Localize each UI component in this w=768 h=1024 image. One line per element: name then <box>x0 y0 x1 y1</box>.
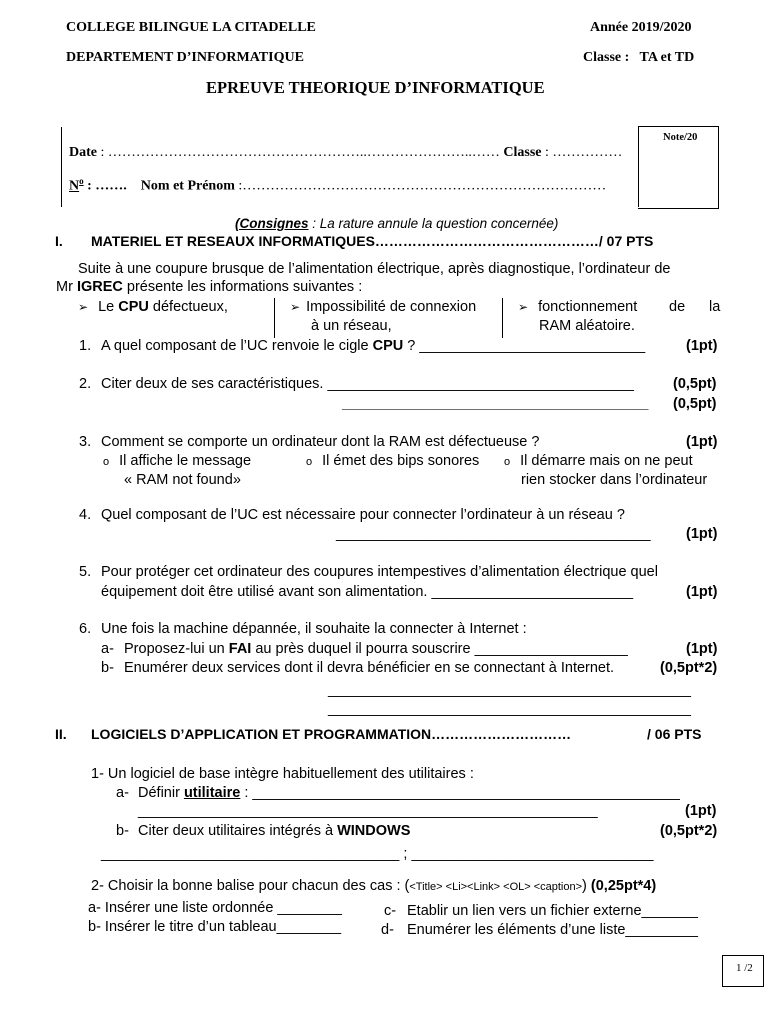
q6a-points: (1pt) <box>686 641 718 657</box>
q1-text[interactable] <box>101 338 645 355</box>
info-item-network-line2: à un réseau, <box>311 318 392 334</box>
q3-option-2[interactable]: o Il émet des bips sonores <box>306 453 479 470</box>
info3-c: la <box>709 299 721 315</box>
s2-q2-pre: 2- Choisir la bonne balise pour chacun des cas : ( <box>91 878 410 894</box>
q6-text: Une fois la machine dépannée, il souhaite la connecter à Internet : <box>101 621 527 637</box>
info-item-cpu <box>78 299 228 316</box>
info-divider-2 <box>502 298 503 338</box>
q5-text-line1: Pour protéger cet ordinateur des coupures intempestives d’alimentation électrique quel <box>101 564 658 580</box>
q3-number: 3. <box>79 434 92 450</box>
date-field[interactable] <box>69 145 622 161</box>
note-label: Note/20 <box>663 132 698 143</box>
consignes-text: : La rature annule la question concernée) <box>308 216 559 231</box>
consignes-label: (Consignes <box>235 216 309 231</box>
q4-number: 4. <box>79 507 92 523</box>
q6a-pre: Proposez-lui un <box>124 641 229 657</box>
s2-q1a-points: (1pt) <box>685 803 717 819</box>
s2-q1b-points: (0,5pt*2) <box>660 823 718 839</box>
info-box-left-border <box>61 127 62 207</box>
section2-points: / 06 PTS <box>647 726 702 742</box>
q6b-points: (0,5pt*2) <box>660 660 718 676</box>
q6b-answer-line1[interactable]: _____________________________________________ <box>328 682 691 698</box>
s2-q1b-bold: WINDOWS <box>337 823 411 839</box>
q2-answer-line2[interactable]: ______________________________________ <box>342 396 649 412</box>
q6a-label: a- <box>101 641 114 657</box>
s2-q1a-pre: Définir <box>138 785 184 801</box>
q1-bold: CPU <box>372 338 404 354</box>
q5-points: (1pt) <box>686 584 718 600</box>
s2-q1b-text <box>138 823 410 840</box>
s2-q1a-text[interactable] <box>138 785 680 802</box>
q3-option-3-line2: rien stocker dans l’ordinateur <box>521 472 708 488</box>
q6b-label: b- <box>101 660 114 676</box>
info1-bold: CPU <box>118 299 149 315</box>
s2-q1b-pre: Citer deux utilitaires intégrés à <box>138 823 338 839</box>
q3-points: (1pt) <box>686 434 718 450</box>
q6a-post: au près duquel il pourra souscrire ___________________ <box>251 641 628 657</box>
info3-b: de <box>669 299 686 315</box>
section2-title: LOGICIELS D’APPLICATION ET PROGRAMMATION………………………… <box>91 726 572 742</box>
section1-intro-line1: Suite à une coupure brusque de l’alimentation électrique, après diagnostique, l’ordinateur de <box>78 261 671 277</box>
name-label: Nom et Prénom <box>140 178 235 194</box>
num-colon: : ……. <box>83 178 131 194</box>
s2-q2-text <box>91 878 656 895</box>
s2-q2-close: ) <box>582 878 591 894</box>
class-label <box>583 50 694 66</box>
q4-points: (1pt) <box>686 526 718 542</box>
s2-q1-text: 1- Un logiciel de base intègre habituellement des utilitaires : <box>91 766 474 782</box>
intro-name: IGREC <box>76 279 123 295</box>
q2-number: 2. <box>79 376 92 392</box>
s2-q1b-label: b- <box>116 823 129 839</box>
num-sup: o <box>79 176 84 186</box>
q5-number: 5. <box>79 564 92 580</box>
s2-q1a-bold: utilitaire <box>183 785 241 801</box>
s2-q2c[interactable]: Etablir un lien vers un fichier externe_______ <box>407 903 698 919</box>
s2-q2-points: (0,25pt*4) <box>590 878 657 894</box>
s2-q2a[interactable]: a- Insérer une liste ordonnée ________ <box>88 900 342 916</box>
intro-mr: Mr <box>56 279 77 295</box>
s2-q2d[interactable]: Enumérer les éléments d’une liste_________ <box>407 922 698 938</box>
section1-number: I. <box>55 233 63 249</box>
info-divider-1 <box>274 298 275 338</box>
exam-title: EPREUVE THEORIQUE D’INFORMATIQUE <box>206 78 545 97</box>
info1-post: défectueux, <box>148 299 228 315</box>
consignes <box>235 216 558 232</box>
num-label: N <box>69 178 80 194</box>
s2-q2c-label: c- <box>384 903 397 919</box>
s2-q2d-label: d- <box>381 922 394 938</box>
intro-rest: présente les informations suivantes : <box>122 279 363 295</box>
q3-text: Comment se comporte un ordinateur dont la RAM est défectueuse ? <box>101 434 540 450</box>
school-year: Année 2019/2020 <box>590 20 692 35</box>
q1-post: ? ____________________________ <box>403 338 646 354</box>
name-field[interactable] <box>69 176 606 195</box>
department-name: DEPARTEMENT D’INFORMATIQUE <box>66 50 304 65</box>
classe-label: Classe <box>503 145 542 160</box>
q4-text: Quel composant de l’UC est nécessaire pour connecter l’ordinateur à un réseau ? <box>101 507 625 523</box>
page-number: 1 /2 <box>736 962 753 974</box>
q1-number: 1. <box>79 338 92 354</box>
q3-option-3[interactable]: o Il démarre mais on ne peut <box>504 453 693 470</box>
q6b-answer-line2[interactable]: _____________________________________________ <box>328 701 691 717</box>
s2-q1a-post: : _____________________________________________________ <box>240 785 680 801</box>
q6b-text: Enumérer deux services dont il devra bénéficier en se connectant à Internet. <box>124 660 615 676</box>
s2-q1a-line2[interactable]: _________________________________________________________ <box>138 803 598 819</box>
q4-answer-line[interactable]: _______________________________________ <box>336 526 651 542</box>
date-label: Date <box>69 145 97 160</box>
name-dots: :…………………………………………………………………… <box>234 178 607 194</box>
s2-q2-tags: <Title> <Li><Link> <OL> <caption> <box>409 881 583 893</box>
class-label-text: Classe : <box>583 50 630 65</box>
q2-text[interactable]: Citer deux de ses caractéristiques. ______________________________________ <box>101 376 634 392</box>
q6a-bold: FAI <box>228 641 252 657</box>
q1-pre: A quel composant de l’UC renvoie le cigle <box>101 338 373 354</box>
s2-q2b[interactable]: b- Insérer le titre d’un tableau________ <box>88 919 342 935</box>
q5-text-line2[interactable]: équipement doit être utilisé avant son alimentation. _________________________ <box>101 584 634 600</box>
s2-q1b-answer-line[interactable]: _____________________________________ ; ______________________________ <box>101 846 654 862</box>
q2-points-2: (0,5pt) <box>673 396 717 412</box>
q6a-text[interactable] <box>124 641 628 658</box>
section1-intro-line2 <box>56 279 362 296</box>
s2-q1a-label: a- <box>116 785 129 801</box>
info3-a: fonctionnement <box>538 299 638 315</box>
classe-dots: : …………… <box>541 145 623 160</box>
info-item-network: ➢ Impossibilité de connexion <box>290 299 476 316</box>
school-name: COLLEGE BILINGUE LA CITADELLE <box>66 20 316 35</box>
section1-title: MATERIEL ET RESEAUX INFORMATIQUES…………………………………………/ 07 PTS <box>91 233 654 249</box>
q1-points: (1pt) <box>686 338 718 354</box>
info1-pre: Le <box>98 299 119 315</box>
q2-points: (0,5pt) <box>673 376 717 392</box>
q3-option-1-line2: « RAM not found» <box>124 472 241 488</box>
info-item-ram-line2: RAM aléatoire. <box>539 318 635 334</box>
date-dots: : ………………………………………………..…………………..…… <box>97 145 504 160</box>
class-value: TA et TD <box>639 50 695 65</box>
q6-number: 6. <box>79 621 92 637</box>
q3-option-1[interactable]: o Il affiche le message <box>103 453 251 470</box>
info-item-ram <box>518 299 637 316</box>
section2-number: II. <box>55 726 67 742</box>
